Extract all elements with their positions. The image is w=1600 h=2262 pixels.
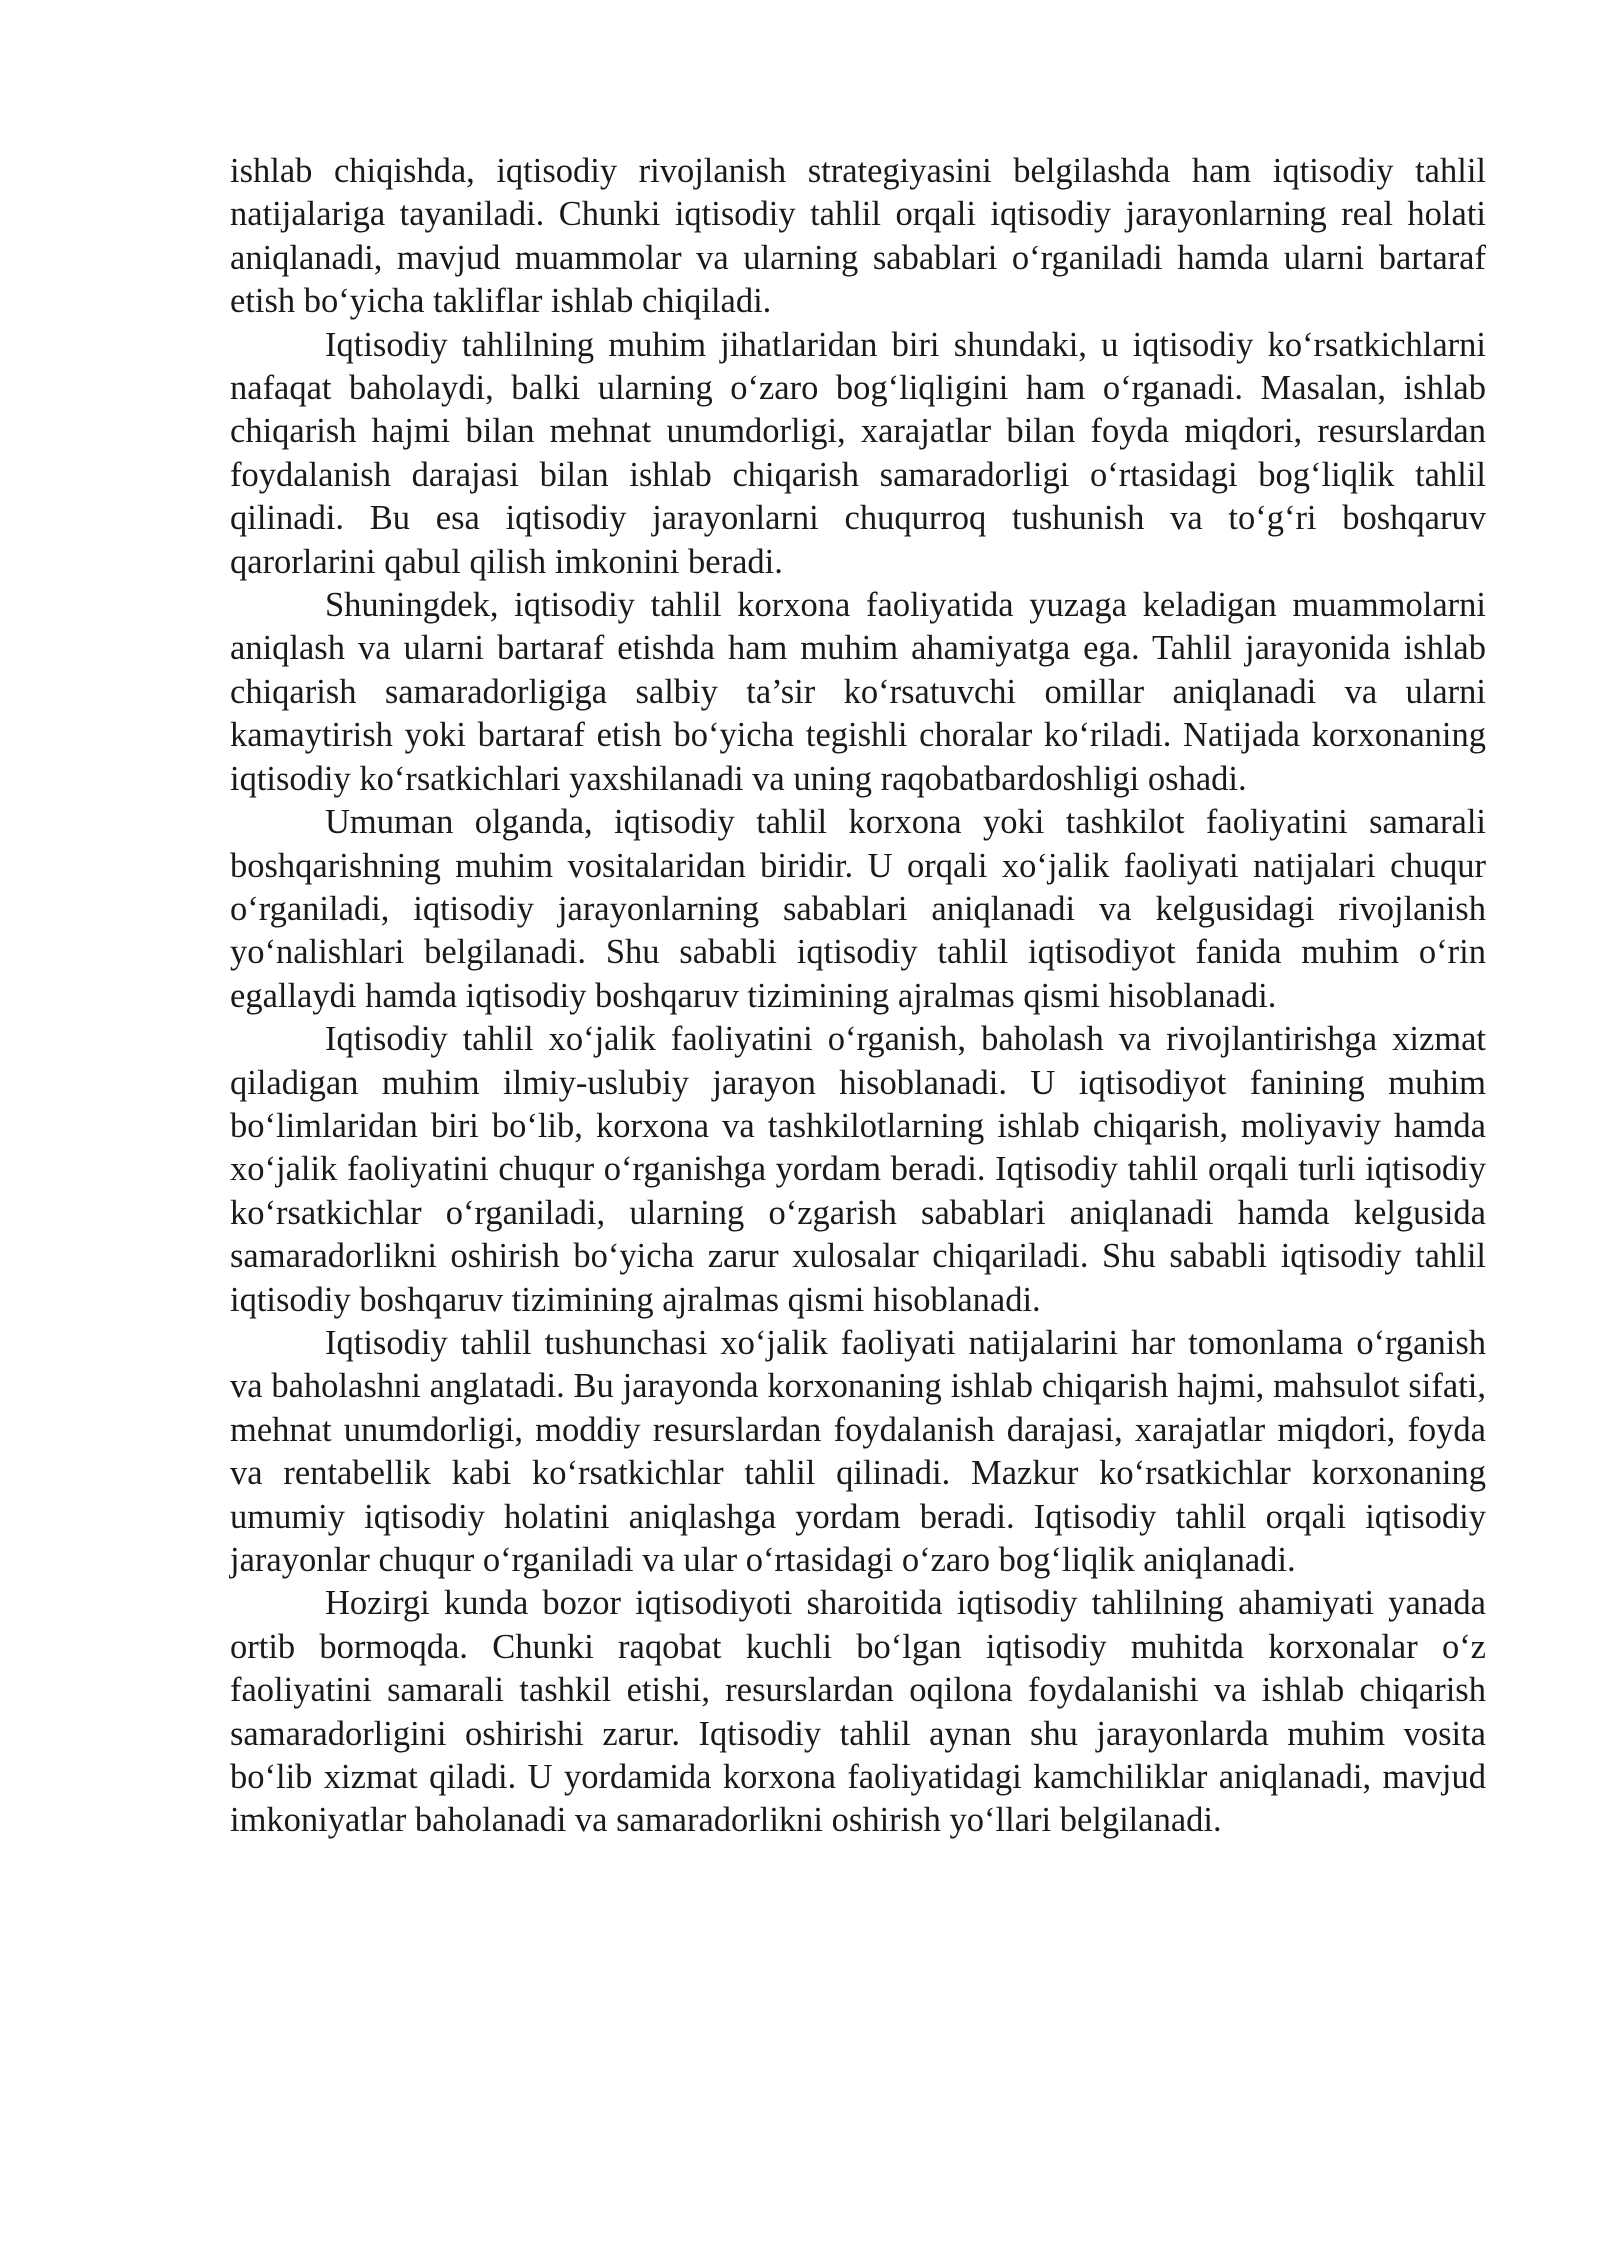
document-page — [230, 150, 1486, 1843]
paragraph-continuation: ishlab chiqishda, iqtisodiy rivojlanish strategiyasini belgilashda ham iqtisodiy tahlil natijalariga tayaniladi. Chunki iqtisodiy tahlil orqali iqtisodiy jarayonlarning real holati aniqlanadi, mavjud muammolar va ularning sabablari o‘rganiladi hamda ularni bartaraf etish bo‘yicha takliflar ishlab chiqiladi. — [230, 152, 1486, 321]
paragraph: Iqtisodiy tahlil tushunchasi xo‘jalik faoliyati natijalarini har tomonlama o‘rganish va baholashni anglatadi. Bu jarayonda korxonaning ishlab chiqarish hajmi, mahsulot sifati, mehnat unumdorligi, moddiy resurslardan foydalanish darajasi, xarajatlar miqdori, foyda va rentabellik kabi ko‘rsatkichlar tahlil qilinadi. Mazkur ko‘rsatkichlar korxonaning umumiy iqtisodiy holatini aniqlashga yordam beradi. Iqtisodiy tahlil orqali iqtisodiy jarayonlar chuqur o‘rganiladi va ular o‘rtasidagi o‘zaro bog‘liqlik aniqlanadi. — [230, 1323, 1486, 1579]
paragraph: Hozirgi kunda bozor iqtisodiyoti sharoitida iqtisodiy tahlilning ahamiyati yanada ortib bormoqda. Chunki raqobat kuchli bo‘lgan iqtisodiy muhitda korxonalar o‘z faoliyatini samarali tashkil etishi, resurslardan oqilona foydalanishi va ishlab chiqarish samaradorligini oshirishi zarur. Iqtisodiy tahlil aynan shu jarayonlarda muhim vosita bo‘lib xizmat qiladi. U yordamida korxona faoliyatidagi kamchiliklar aniqlanadi, mavjud imkoniyatlar baholanadi va samaradorlikni oshirish yo‘llari belgilanadi. — [230, 1584, 1486, 1840]
paragraph: Umuman olganda, iqtisodiy tahlil korxona yoki tashkilot faoliyatini samarali boshqarishning muhim vositalaridan biridir. U orqali xo‘jalik faoliyati natijalari chuqur o‘rganiladi, iqtisodiy jarayonlarning sabablari aniqlanadi va kelgusidagi rivojlanish yo‘nalishlari belgilanadi. Shu sababli iqtisodiy tahlil iqtisodiyot fanida muhim o‘rin egallaydi hamda iqtisodiy boshqaruv tizimining ajralmas qismi hisoblanadi. — [230, 803, 1486, 1015]
paragraph: Iqtisodiy tahlilning muhim jihatlaridan biri shundaki, u iqtisodiy ko‘rsatkichlarni nafaqat baholaydi, balki ularning o‘zaro bog‘liqligini ham o‘rganadi. Masalan, ishlab chiqarish hajmi bilan mehnat unumdorligi, xarajatlar bilan foyda miqdori, resurslardan foydalanish darajasi bilan ishlab chiqarish samaradorligi o‘rtasidagi bog‘liqlik tahlil qilinadi. Bu esa iqtisodiy jarayonlarni chuqurroq tushunish va to‘g‘ri boshqaruv qarorlarini qabul qilish imkonini beradi. — [230, 325, 1486, 581]
paragraph: Iqtisodiy tahlil xo‘jalik faoliyatini o‘rganish, baholash va rivojlantirishga xizmat qiladigan muhim ilmiy-uslubiy jarayon hisoblanadi. U iqtisodiyot fanining muhim bo‘limlaridan biri bo‘lib, korxona va tashkilotlarning ishlab chiqarish, moliyaviy hamda xo‘jalik faoliyatini chuqur o‘rganishga yordam beradi. Iqtisodiy tahlil orqali turli iqtisodiy ko‘rsatkichlar o‘rganiladi, ularning o‘zgarish sabablari aniqlanadi hamda kelgusida samaradorlikni oshirish bo‘yicha zarur xulosalar chiqariladi. Shu sababli iqtisodiy tahlil iqtisodiy boshqaruv tizimining ajralmas qismi hisoblanadi. — [230, 1020, 1486, 1319]
paragraph: Shuningdek, iqtisodiy tahlil korxona faoliyatida yuzaga keladigan muammolarni aniqlash va ularni bartaraf etishda ham muhim ahamiyatga ega. Tahlil jarayonida ishlab chiqarish samaradorligiga salbiy ta’sir ko‘rsatuvchi omillar aniqlanadi va ularni kamaytirish yoki bartaraf etish bo‘yicha tegishli choralar ko‘riladi. Natijada korxonaning iqtisodiy ko‘rsatkichlari yaxshilanadi va uning raqobatbardoshligi oshadi. — [230, 586, 1486, 798]
